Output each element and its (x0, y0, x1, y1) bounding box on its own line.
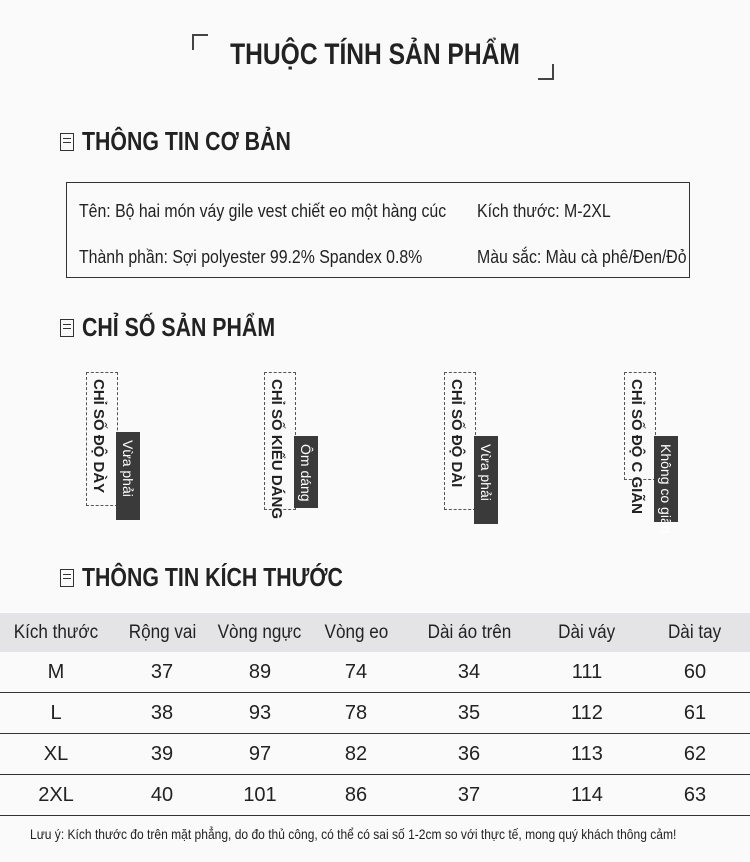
table-cell: 113 (534, 734, 640, 775)
index-value-tag (294, 436, 318, 508)
index-value: Vừa phải (120, 440, 136, 497)
table-cell: 86 (308, 775, 404, 816)
col-header: Dài váy (534, 613, 640, 652)
table-row (0, 775, 750, 816)
table-cell: XL (0, 734, 112, 775)
table-cell: 37 (112, 652, 212, 693)
index-label: CHỈ SỐ ĐỘ DÀY (90, 379, 107, 494)
table-cell: 93 (212, 693, 308, 734)
ruler-icon (60, 569, 74, 587)
basic-info-heading (60, 126, 337, 157)
index-value-tag (474, 436, 498, 524)
product-indices (0, 372, 750, 534)
size-table (0, 613, 750, 816)
table-cell: 111 (534, 652, 640, 693)
product-material: Thành phần: Sợi polyester 99.2% Spandex 0.8% (79, 247, 423, 267)
table-header-row (0, 613, 750, 652)
table-cell: M (0, 652, 112, 693)
table-cell: 60 (640, 652, 750, 693)
table-cell: 36 (404, 734, 534, 775)
index-label: CHỈ SỐ KIỂU DÁNG (268, 379, 285, 520)
table-cell: 78 (308, 693, 404, 734)
table-cell: L (0, 693, 112, 734)
col-header: Rộng vai (112, 613, 212, 652)
col-header: Kích thước (0, 613, 112, 652)
table-cell: 74 (308, 652, 404, 693)
table-cell: 101 (212, 775, 308, 816)
index-value: Ôm dáng (298, 444, 314, 502)
size-info-heading-text: THÔNG TIN KÍCH THƯỚC (82, 562, 343, 592)
index-value: Không co giãn (658, 444, 674, 534)
index-label-box (86, 372, 118, 506)
document-icon (60, 133, 74, 151)
measurement-note: Lưu ý: Kích thước đo trên mặt phẳng, do đo thủ công, có thể có sai số 1-2cm so với thực tế, mong quý khách thông cảm! (30, 826, 677, 842)
table-cell: 38 (112, 693, 212, 734)
table-cell: 82 (308, 734, 404, 775)
table-cell: 89 (212, 652, 308, 693)
table-cell: 97 (212, 734, 308, 775)
table-cell: 39 (112, 734, 212, 775)
table-cell: 63 (640, 775, 750, 816)
index-label: CHỈ SỐ ĐỘ C GIÃN (628, 379, 645, 515)
page-title: THUỘC TÍNH SẢN PHẨM (230, 38, 520, 71)
table-cell: 61 (640, 693, 750, 734)
table-cell: 40 (112, 775, 212, 816)
indices-heading-text: CHỈ SỐ SẢN PHẨM (82, 312, 276, 342)
index-value: Vừa phải (478, 444, 494, 501)
table-cell: 112 (534, 693, 640, 734)
index-label-box (444, 372, 476, 510)
table-row (0, 734, 750, 775)
table-cell: 35 (404, 693, 534, 734)
index-label-box (624, 372, 656, 515)
table-row (0, 652, 750, 693)
index-label-box (264, 372, 296, 520)
product-size-range: Kích thước: M-2XL (477, 201, 611, 221)
product-color: Màu sắc: Màu cà phê/Đen/Đỏ (477, 247, 687, 267)
index-value-tag (116, 432, 140, 520)
table-cell: 37 (404, 775, 534, 816)
table-cell: 2XL (0, 775, 112, 816)
basic-info-box (66, 182, 690, 278)
indices-heading (60, 312, 317, 343)
size-info-heading (60, 562, 400, 593)
table-cell: 34 (404, 652, 534, 693)
table-cell: 62 (640, 734, 750, 775)
col-header: Dài áo trên (404, 613, 534, 652)
table-cell: 114 (534, 775, 640, 816)
index-label: CHỈ SỐ ĐỘ DÀI (448, 379, 465, 488)
col-header: Dài tay (640, 613, 750, 652)
title-block (0, 28, 750, 88)
index-value-tag (654, 436, 678, 534)
col-header: Vòng ngực (212, 613, 308, 652)
table-row (0, 693, 750, 734)
col-header: Vòng eo (308, 613, 404, 652)
clipboard-icon (60, 319, 74, 337)
title-corner-bottom-right (538, 64, 554, 80)
basic-info-heading-text: THÔNG TIN CƠ BẢN (82, 126, 291, 156)
product-name: Tên: Bộ hai món váy gile vest chiết eo một hàng cúc (79, 201, 447, 221)
